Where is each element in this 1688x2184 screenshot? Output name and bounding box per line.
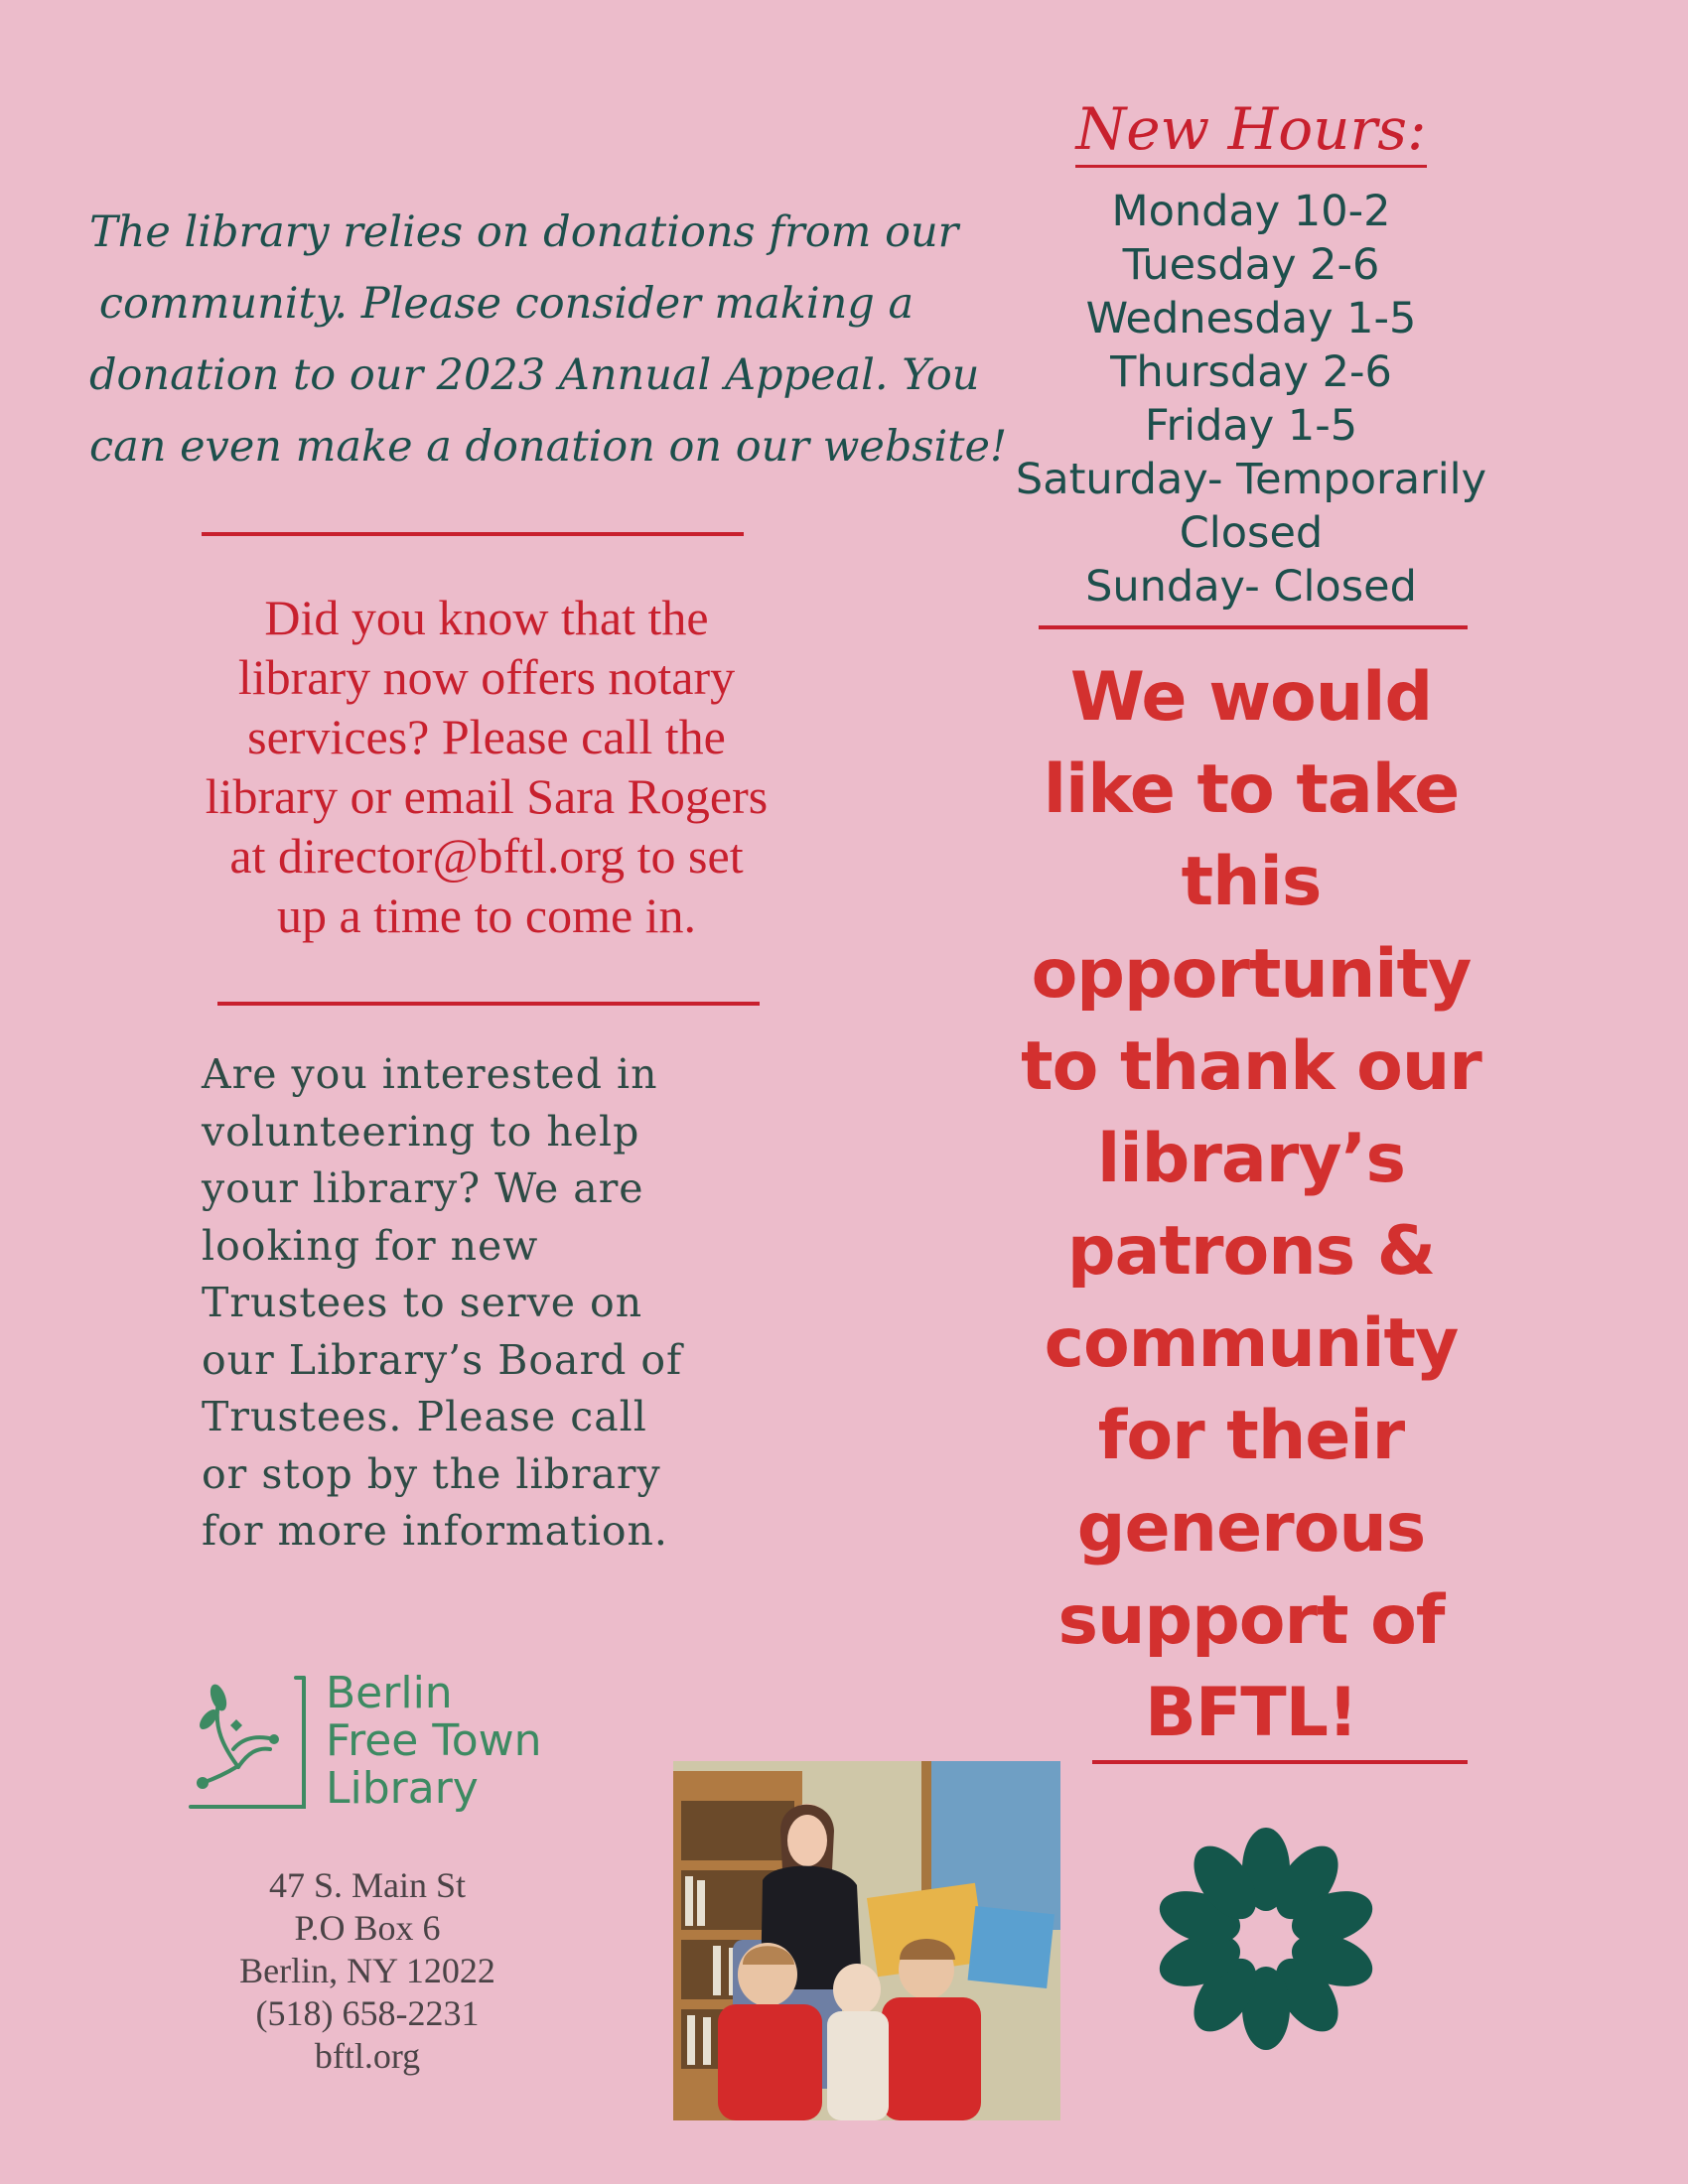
volunteer-notice xyxy=(202,1046,758,1561)
divider xyxy=(217,1002,760,1006)
thanks-line: opportunity xyxy=(1031,935,1472,1014)
hours-line: Sunday- Closed xyxy=(1085,562,1417,612)
volunteer-line: Trustees to serve on xyxy=(202,1279,643,1326)
library-address xyxy=(179,1864,556,2078)
thanks-line: BFTL! xyxy=(1144,1674,1357,1752)
hours-line: Thursday 2-6 xyxy=(1110,347,1392,397)
storytime-photo xyxy=(673,1761,1060,2120)
address-website: bftl.org xyxy=(314,2036,421,2076)
divider xyxy=(1039,625,1468,629)
notary-line: up a time to come in. xyxy=(276,887,697,943)
library-logo-text xyxy=(326,1670,542,1813)
hours-line: Friday 1-5 xyxy=(1144,401,1358,451)
divider xyxy=(202,532,744,536)
hours-line: Monday 10-2 xyxy=(1111,187,1391,236)
logo-line: Library xyxy=(326,1763,479,1814)
appeal-line: can even make a donation on our website! xyxy=(89,422,1008,472)
address-phone: (518) 658-2231 xyxy=(255,1993,480,2033)
thanks-line: generous xyxy=(1076,1489,1426,1568)
thanks-line: like to take xyxy=(1043,751,1460,829)
appeal-line: donation to our 2023 Annual Appeal. You xyxy=(89,350,980,400)
notary-line: library now offers notary xyxy=(237,649,736,705)
volunteer-line: looking for new xyxy=(202,1221,539,1270)
thanks-line: We would xyxy=(1069,658,1433,737)
notary-line: at director@bftl.org to set xyxy=(229,828,744,884)
address-street: 47 S. Main St xyxy=(268,1865,467,1905)
notary-notice xyxy=(139,588,834,945)
volunteer-line: volunteering to help xyxy=(202,1107,640,1156)
hours-line: Saturday- Temporarily xyxy=(1015,455,1487,504)
thanks-line: to thank our xyxy=(1021,1027,1481,1106)
thank-you-message xyxy=(983,651,1519,1759)
address-city: Berlin, NY 12022 xyxy=(239,1951,495,1990)
thanks-line: library’s xyxy=(1097,1120,1405,1198)
hours-list xyxy=(953,185,1549,614)
volunteer-line: your library? We are xyxy=(202,1164,644,1212)
notary-line: services? Please call the xyxy=(247,709,726,764)
volunteer-line: for more information. xyxy=(202,1507,668,1555)
flower-icon xyxy=(1152,1825,1380,2053)
thanks-line: this xyxy=(1181,843,1322,921)
hours-line: Wednesday 1-5 xyxy=(1085,294,1417,343)
volunteer-line: Are you interested in xyxy=(202,1050,658,1098)
volunteer-line: Trustees. Please call xyxy=(202,1393,647,1440)
hours-line: Closed xyxy=(1179,508,1324,558)
thanks-line: patrons & xyxy=(1066,1212,1436,1291)
hours-title xyxy=(1003,95,1499,163)
logo-line: Berlin xyxy=(326,1668,453,1718)
hours-title-text: New Hours: xyxy=(1075,95,1426,168)
logo-line: Free Town xyxy=(326,1715,542,1766)
divider xyxy=(1092,1760,1468,1764)
donation-appeal xyxy=(89,197,1008,482)
notary-line: Did you know that the xyxy=(264,590,709,645)
notary-line: library or email Sara Rogers xyxy=(205,768,769,824)
appeal-line: community. Please consider making a xyxy=(98,279,914,329)
thanks-line: support of xyxy=(1057,1581,1445,1660)
volunteer-line: or stop by the library xyxy=(202,1449,661,1498)
address-pobox: P.O Box 6 xyxy=(294,1908,441,1948)
thanks-line: community xyxy=(1044,1304,1459,1383)
hours-line: Tuesday 2-6 xyxy=(1122,240,1380,290)
appeal-line: The library relies on donations from our xyxy=(89,207,959,257)
thanks-line: for their xyxy=(1097,1397,1405,1475)
volunteer-line: our Library’s Board of xyxy=(202,1335,683,1384)
